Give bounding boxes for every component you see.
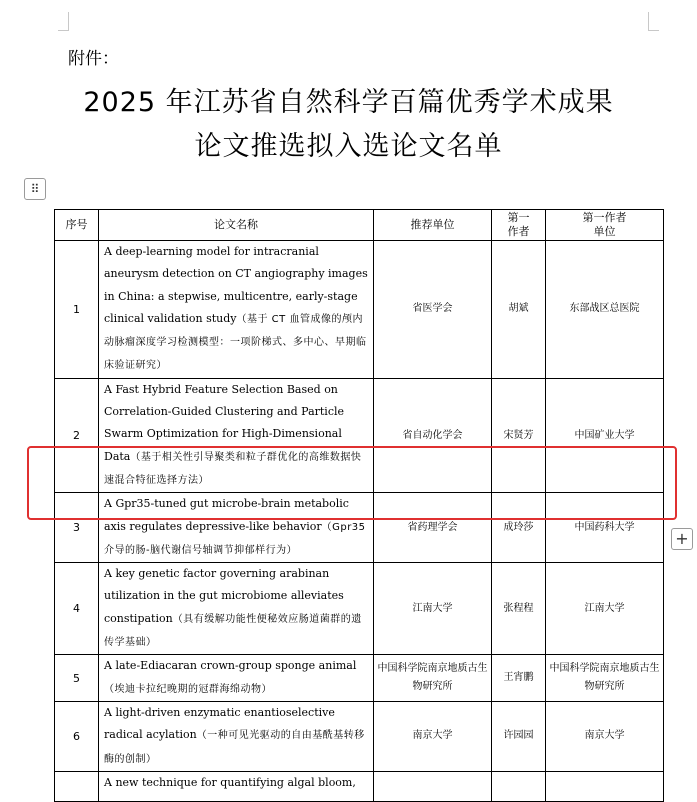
paper-title-english: A new technique for quantifying algal bloom, (104, 775, 356, 789)
paper-list-table (54, 209, 664, 802)
header-paper-title: 论文名称 (99, 210, 374, 241)
row-seq: 6 (55, 701, 99, 771)
row-first-author-unit: 中国药科大学 (546, 493, 664, 563)
row-seq: 2 (55, 378, 99, 492)
row-first-author: 张程程 (492, 563, 546, 655)
table-header-row (55, 210, 664, 241)
row-seq: 5 (55, 655, 99, 702)
table-row (55, 378, 664, 492)
row-paper-title (99, 655, 374, 702)
row-first-author: 胡斌 (492, 241, 546, 379)
page-corner-mark-top-left (58, 12, 69, 31)
row-paper-title (99, 771, 374, 801)
table-row (55, 493, 664, 563)
paper-title-chinese: （Gpr35 介导的肠-脑代谢信号轴调节抑郁样行为） (104, 521, 366, 556)
table-row (55, 701, 664, 771)
row-first-author (492, 771, 546, 801)
attachment-label: 附件： (68, 49, 119, 69)
row-first-author-unit: 江南大学 (546, 563, 664, 655)
paper-title-chinese: （埃迪卡拉纪晚期的冠群海绵动物） (104, 683, 272, 695)
table-row (55, 563, 664, 655)
row-paper-title (99, 563, 374, 655)
table-row (55, 655, 664, 702)
row-first-author-unit (546, 771, 664, 801)
table-row (55, 241, 664, 379)
row-recommending-unit: 省药理学会 (374, 493, 492, 563)
row-first-author: 成玲莎 (492, 493, 546, 563)
row-recommending-unit: 省医学会 (374, 241, 492, 379)
paper-title-english: A deep-learning model for intracranial aneurysm detection on CT angiography images in China: a stepwise, multicentre, early-stage clinical validation study (104, 245, 368, 325)
paper-title-english: A key genetic factor governing arabinan utilization in the gut microbiome alleviates constipation (104, 567, 344, 625)
paper-title-english: A late-Ediacaran crown-group sponge animal (104, 659, 357, 673)
row-first-author-unit: 中国矿业大学 (546, 378, 664, 492)
row-recommending-unit (374, 771, 492, 801)
row-seq: 4 (55, 563, 99, 655)
row-recommending-unit: 江南大学 (374, 563, 492, 655)
row-first-author-unit: 南京大学 (546, 701, 664, 771)
document-title-line-1: 2025 年江苏省自然科学百篇优秀学术成果 (83, 87, 614, 118)
header-first-author: 第一 作者 (492, 210, 546, 241)
row-first-author-unit: 中国科学院南京地质古生物研究所 (546, 655, 664, 702)
paper-title-chinese: （具有缓解功能性便秘效应肠道菌群的遗传学基础） (104, 613, 362, 649)
row-recommending-unit: 南京大学 (374, 701, 492, 771)
header-seq: 序号 (55, 210, 99, 241)
row-recommending-unit: 中国科学院南京地质古生物研究所 (374, 655, 492, 702)
row-first-author-unit: 东部战区总医院 (546, 241, 664, 379)
row-first-author: 宋贤芳 (492, 378, 546, 492)
document-title-line-2: 论文推选拟入选论文名单 (194, 131, 503, 162)
page-corner-mark-top-right (648, 12, 659, 31)
row-paper-title (99, 378, 374, 492)
paper-title-chinese: （基于相关性引导聚类和粒子群优化的高维数据快速混合特征选择方法） (104, 451, 362, 486)
header-first-author-unit: 第一作者 单位 (546, 210, 664, 241)
paper-title-english: A Fast Hybrid Feature Selection Based on Correlation-Guided Clustering and Particle Swarm Optimization for High-Dimensional Data (104, 382, 345, 463)
table-move-handle-icon[interactable]: ⠿ (24, 178, 46, 200)
row-seq: 3 (55, 493, 99, 563)
row-recommending-unit: 省自动化学会 (374, 378, 492, 492)
row-paper-title (99, 701, 374, 771)
paper-title-english: A Gpr35-tuned gut microbe-brain metabolic axis regulates depressive-like behavior (104, 497, 349, 533)
paper-title-chinese: （基于 CT 血管成像的颅内动脉瘤深度学习检测模型：一项阶梯式、多中心、早期临床验证研究） (104, 313, 367, 372)
row-paper-title (99, 241, 374, 379)
paper-title-english: A light-driven enzymatic enantioselective radical acylation (104, 705, 335, 742)
row-seq (55, 771, 99, 801)
header-recommending-unit: 推荐单位 (374, 210, 492, 241)
row-seq: 1 (55, 241, 99, 379)
table-row (55, 771, 664, 801)
paper-title-chinese: （一种可见光驱动的自由基酰基转移酶的创制） (104, 730, 365, 765)
add-row-plus-icon[interactable]: + (671, 528, 693, 550)
row-first-author: 许园园 (492, 701, 546, 771)
row-first-author: 王宵鹏 (492, 655, 546, 702)
row-paper-title (99, 493, 374, 563)
